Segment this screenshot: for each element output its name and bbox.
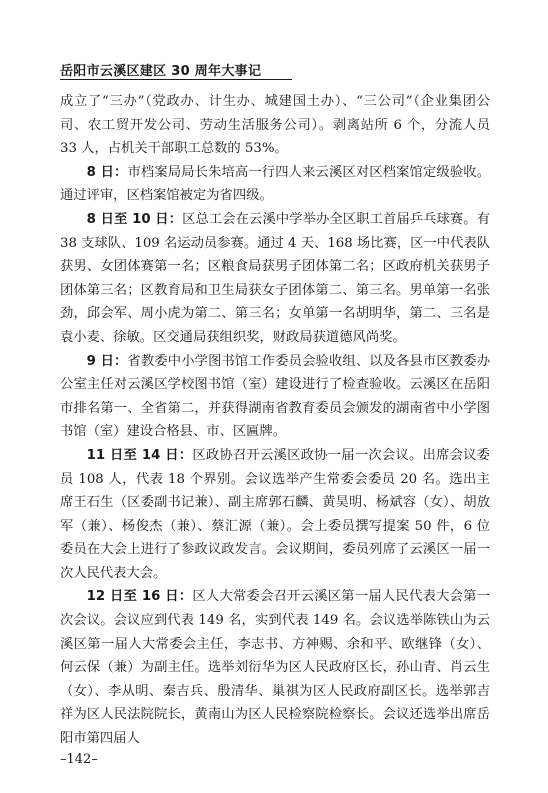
page-body xyxy=(60,90,490,751)
paragraph xyxy=(60,90,490,161)
entry-date: 12 日至 16 日： xyxy=(86,589,193,605)
page-number: –142– xyxy=(60,752,98,767)
paragraph-text: 区总工会在云溪中学举办全区职工首届乒乓球赛。有 38 支球队、109 名运动员参赛。通过 4 天、168 场比赛，区一中代表队获男、女团体赛第一名；区粮食局获男子团体第二名；区政府机关获男子团体第三名；区教育局和卫生局获女子团体第二、第三名。男单第一名张劲，邱会军、周小虎为第二、第三名；女单第一名胡明华，第二、三名是袁小麦、徐敏。区交通局获组织奖，财政局获道德风尚奖。 xyxy=(60,211,490,345)
paragraph-text: 成立了“三办”（党政办、计生办、城建国土办）、“三公司”（企业集团公司、农工贸开发公司、劳动生活服务公司）。剥离站所 6 个，分流人员 33 人，占机关干部职工总数的 53%。 xyxy=(60,94,490,157)
entry-date: 11 日至 14 日： xyxy=(86,447,193,463)
paragraph xyxy=(60,585,490,750)
paragraph xyxy=(60,161,490,208)
entry-date: 8 日： xyxy=(86,164,128,180)
entry-date: 8 日至 10 日： xyxy=(86,211,183,227)
paragraph xyxy=(60,444,490,586)
paragraph xyxy=(60,350,490,444)
paragraph-text: 市档案局局长朱培高一行四人来云溪区对区档案馆定级验收。通过评审，区档案馆被定为省四级。 xyxy=(60,164,491,204)
header-rule xyxy=(60,79,292,80)
paragraph-text: 省教委中小学图书馆工作委员会验收组、以及各县市区教委办公室主任对云溪区学校图书馆（室）建设进行了检查验收。云溪区在岳阳市排名第一、全省第二，并获得湖南省教育委员会颁发的湖南省中小学图书馆（室）建设合格县、市、区匾牌。 xyxy=(60,353,491,440)
running-header: 岳阳市云溪区建区 30 周年大事记 xyxy=(60,64,262,79)
paragraph-text: 区政协召开云溪区政协一届一次会议。出席会议委员 108 人，代表 18 个界别。会议选举产生常委会委员 20 名。选出主席王石生（区委副书记兼）、副主席郭石麟、黄昊明、杨斌容（女）、胡放军（兼）、杨俊杰（兼）、蔡汇源（兼）。会上委员撰写提案 50 件，6 位委员在大会上进行了参政议政发言。会议期间，委员列席了云溪区一届一次人民代表大会。 xyxy=(60,447,490,581)
entry-date: 9 日： xyxy=(86,353,128,369)
paragraph-text: 区人大常委会召开云溪区第一届人民代表大会第一次会议。会议应到代表 149 名，实到代表 149 名。会议选举陈铁山为云溪区第一届人大常委会主任，李志书、方神赐、余和平、欧继锋（女）、何云保（兼）为副主任。选举刘衍华为区人民政府区长，孙山青、肖云生（女）、李从明、秦吉兵、殷清华、巢祺为区人民政府副区长。选举郭吉祥为区人民法院院长，黄南山为区人民检察院检察长。会议还选举出席岳阳市第四届人 xyxy=(60,589,490,747)
paragraph xyxy=(60,208,490,350)
